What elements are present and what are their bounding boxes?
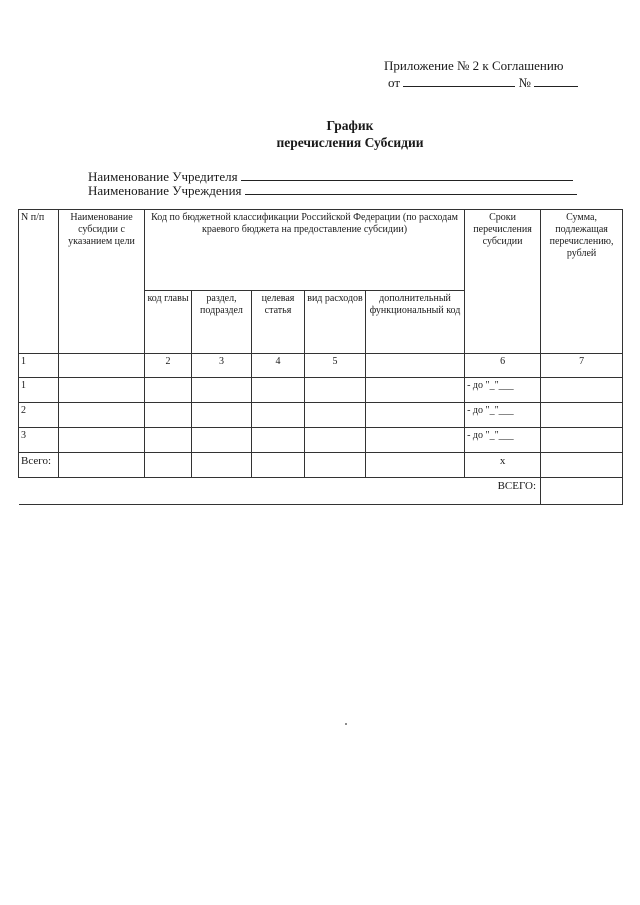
agreement-date-number-line (388, 74, 578, 91)
table-row (19, 428, 623, 453)
appendix-header (384, 57, 578, 91)
table-cell (59, 428, 145, 453)
table-cell (59, 403, 145, 428)
total-label: Всего: (19, 453, 59, 478)
institution-label: Наименование Учреждения (88, 183, 242, 198)
table-cell (252, 453, 305, 478)
total-amount-cell (541, 453, 623, 478)
founder-blank (241, 168, 573, 181)
col-subsidy-name-header: Наименование субсидии с указанием цели (59, 210, 145, 354)
table-row (19, 378, 623, 403)
table-cell (145, 453, 192, 478)
table-cell (305, 378, 366, 403)
column-number-cell: 7 (541, 354, 623, 378)
total-term-cell: x (465, 453, 541, 478)
document-title: График (326, 118, 374, 133)
table-cell (366, 378, 465, 403)
header-row (19, 210, 623, 291)
table-cell (192, 403, 252, 428)
table-cell (305, 403, 366, 428)
term-cell: - до "_"___ (465, 428, 541, 453)
table-cell (59, 453, 145, 478)
amount-cell (541, 378, 623, 403)
appendix-title: Приложение № 2 к Соглашению (384, 58, 564, 73)
column-number-cell: 1 (19, 354, 59, 378)
col-chapter-code-header: код главы (145, 291, 192, 354)
table-cell (252, 378, 305, 403)
col-expense-type-header: вид расходов (305, 291, 366, 354)
table-cell (305, 453, 366, 478)
document-subtitle: перечисления Субсидии (276, 135, 424, 150)
table-cell (59, 378, 145, 403)
grand-total-amount-cell (541, 478, 623, 505)
col-target-item-header: целевая статья (252, 291, 305, 354)
column-number-cell (366, 354, 465, 378)
col-budget-code-header: Код по бюджетной классификации Российской Федерации (по расходам краевого бюджета на предоставление субсидии) (145, 210, 465, 291)
table-cell (145, 378, 192, 403)
table-cell (366, 403, 465, 428)
number-blank (534, 74, 578, 87)
grand-total-label: ВСЕГО: (19, 478, 541, 505)
col-num-header: N п/п (19, 210, 59, 354)
table-row (19, 403, 623, 428)
column-number-row (19, 354, 623, 378)
column-number-cell (59, 354, 145, 378)
table-cell (192, 428, 252, 453)
total-row (19, 453, 623, 478)
row-number-cell: 2 (19, 403, 59, 428)
col-amount-header: Сумма, подлежащая перечислению, рублей (541, 210, 623, 354)
institution-name-line (88, 182, 577, 198)
column-number-cell: 5 (305, 354, 366, 378)
column-number-cell: 2 (145, 354, 192, 378)
table-cell (252, 428, 305, 453)
founder-label: Наименование Учредителя (88, 169, 238, 184)
column-number-cell: 4 (252, 354, 305, 378)
table-cell (252, 403, 305, 428)
from-label: от (388, 75, 401, 90)
table-cell (192, 378, 252, 403)
table-cell (366, 428, 465, 453)
table-cell (145, 428, 192, 453)
col-terms-header: Сроки перечисления субсидии (465, 210, 541, 354)
table-cell (192, 453, 252, 478)
scan-speck (345, 723, 347, 725)
row-number-cell: 1 (19, 378, 59, 403)
table-cell (305, 428, 366, 453)
amount-cell (541, 403, 623, 428)
table-cell (145, 403, 192, 428)
term-cell: - до "_"___ (465, 403, 541, 428)
column-number-cell: 3 (192, 354, 252, 378)
date-blank (403, 74, 515, 87)
col-functional-code-header: дополнительный функциональный код (366, 291, 465, 354)
amount-cell (541, 428, 623, 453)
table-cell (366, 453, 465, 478)
grand-total-row (19, 478, 623, 505)
col-section-header: раздел, подраздел (192, 291, 252, 354)
institution-blank (245, 182, 577, 195)
row-number-cell: 3 (19, 428, 59, 453)
term-cell: - до "_"___ (465, 378, 541, 403)
column-number-cell: 6 (465, 354, 541, 378)
number-label: № (518, 75, 531, 90)
transfer-schedule-table (18, 209, 623, 505)
